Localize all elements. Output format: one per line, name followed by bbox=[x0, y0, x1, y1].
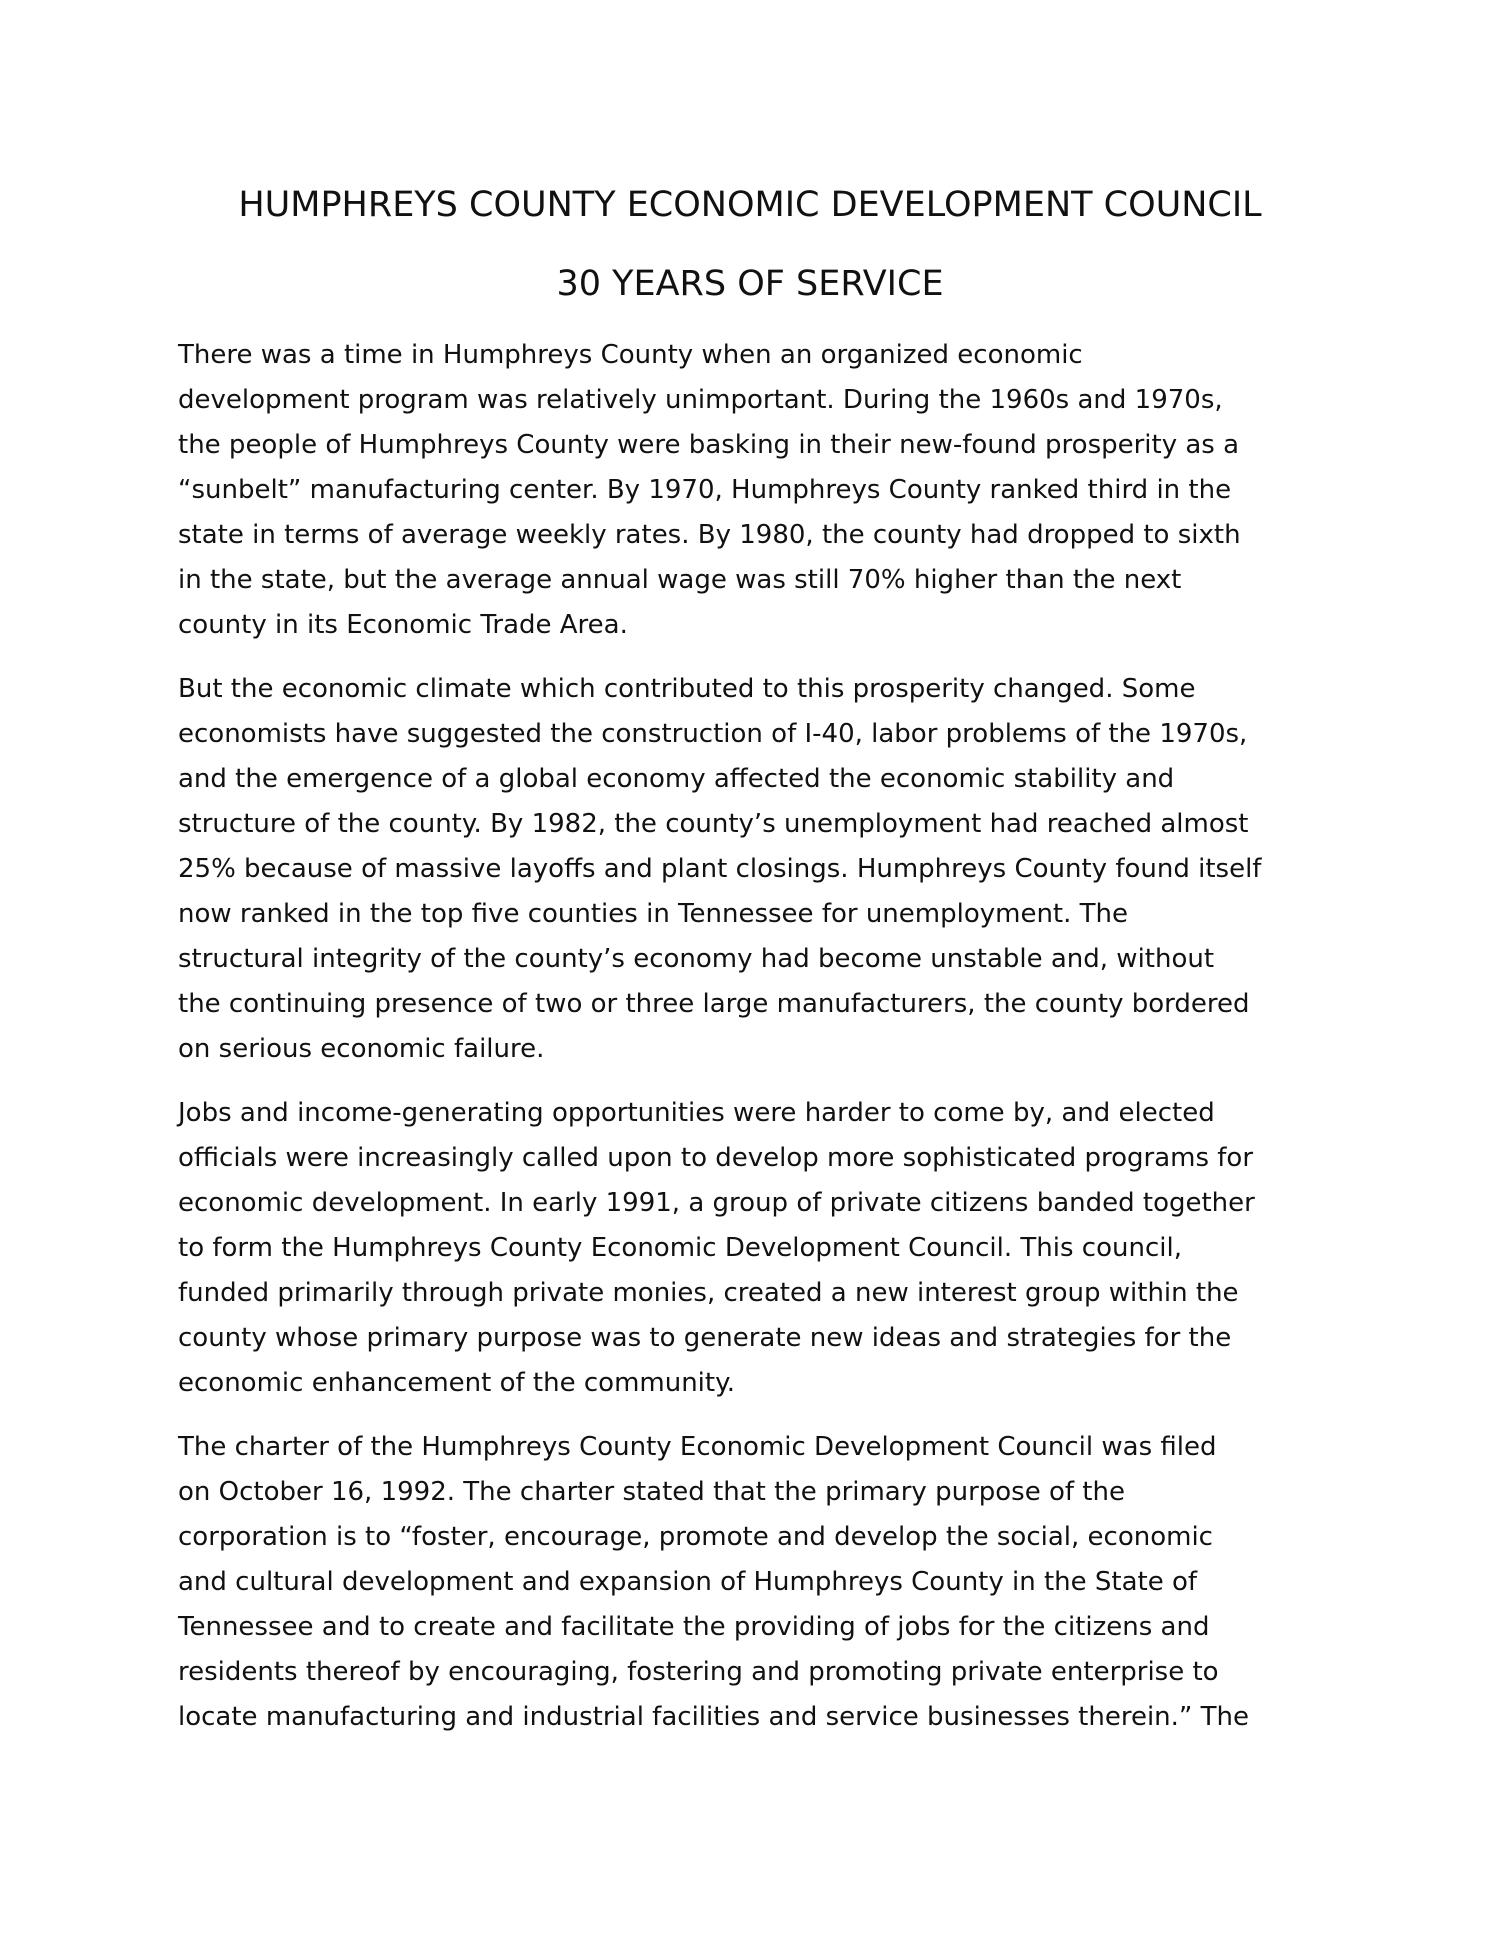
text-line: But the economic climate which contributed to this prosperity changed. Some bbox=[178, 674, 1196, 704]
document-body bbox=[178, 333, 1338, 1759]
text-line: corporation is to “foster, encourage, promote and develop the social, economic bbox=[178, 1522, 1213, 1552]
text-line: economic enhancement of the community. bbox=[178, 1368, 736, 1398]
text-line: residents thereof by encouraging, fostering and promoting private enterprise to bbox=[178, 1657, 1219, 1687]
text-line: state in terms of average weekly rates. By 1980, the county had dropped to sixth bbox=[178, 520, 1241, 550]
text-line: county whose primary purpose was to generate new ideas and strategies for the bbox=[178, 1323, 1232, 1353]
text-line: to form the Humphreys County Economic Development Council. This council, bbox=[178, 1233, 1182, 1263]
paragraph-3 bbox=[178, 1091, 1338, 1406]
text-line: 25% because of massive layoffs and plant closings. Humphreys County found itself bbox=[178, 854, 1262, 884]
text-line: The charter of the Humphreys County Economic Development Council was filed bbox=[178, 1432, 1217, 1462]
text-line: and the emergence of a global economy affected the economic stability and bbox=[178, 764, 1175, 794]
text-line: on October 16, 1992. The charter stated that the primary purpose of the bbox=[178, 1477, 1125, 1507]
text-line: development program was relatively unimportant. During the 1960s and 1970s, bbox=[178, 385, 1223, 415]
text-line: structural integrity of the county’s economy had become unstable and, without bbox=[178, 944, 1215, 974]
document-subtitle: 30 YEARS OF SERVICE bbox=[556, 264, 944, 304]
text-line: in the state, but the average annual wage was still 70% higher than the next bbox=[178, 565, 1182, 595]
text-line: funded primarily through private monies, created a new interest group within the bbox=[178, 1278, 1239, 1308]
text-line: economic development. In early 1991, a group of private citizens banded together bbox=[178, 1188, 1255, 1218]
text-line: locate manufacturing and industrial facilities and service businesses therein.” The bbox=[178, 1702, 1250, 1732]
document-title: HUMPHREYS COUNTY ECONOMIC DEVELOPMENT COUNCIL bbox=[238, 185, 1262, 225]
text-line: the continuing presence of two or three large manufacturers, the county bordered bbox=[178, 989, 1250, 1019]
text-line: Jobs and income-generating opportunities were harder to come by, and elected bbox=[178, 1098, 1215, 1128]
text-line: on serious economic failure. bbox=[178, 1034, 545, 1064]
text-line: and cultural development and expansion of Humphreys County in the State of bbox=[178, 1567, 1198, 1597]
paragraph-2 bbox=[178, 667, 1338, 1072]
paragraph-4 bbox=[178, 1425, 1338, 1740]
text-line: structure of the county. By 1982, the county’s unemployment had reached almost bbox=[178, 809, 1249, 839]
text-line: There was a time in Humphreys County when an organized economic bbox=[178, 340, 1083, 370]
text-line: the people of Humphreys County were basking in their new-found prosperity as a bbox=[178, 430, 1240, 460]
text-line: now ranked in the top five counties in Tennessee for unemployment. The bbox=[178, 899, 1129, 929]
text-line: officials were increasingly called upon to develop more sophisticated programs for bbox=[178, 1143, 1254, 1173]
paragraph-1 bbox=[178, 333, 1338, 648]
text-line: economists have suggested the construction of I-40, labor problems of the 1970s, bbox=[178, 719, 1248, 749]
text-line: “sunbelt” manufacturing center. By 1970, Humphreys County ranked third in the bbox=[178, 475, 1232, 505]
text-line: county in its Economic Trade Area. bbox=[178, 610, 628, 640]
text-line: Tennessee and to create and facilitate the providing of jobs for the citizens and bbox=[178, 1612, 1210, 1642]
